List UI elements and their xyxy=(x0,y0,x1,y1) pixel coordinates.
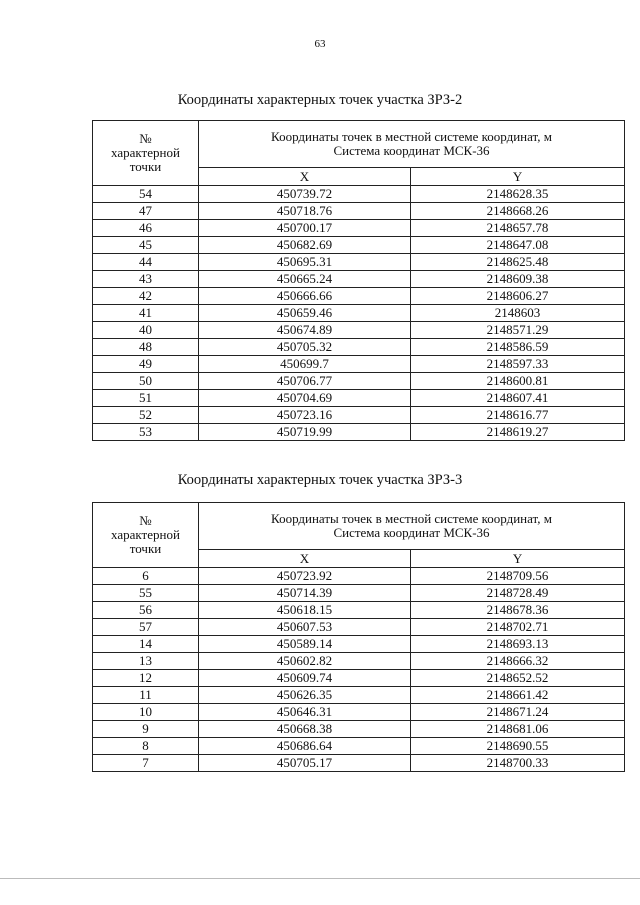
y-coordinate-cell: 2148586.59 xyxy=(411,339,625,356)
y-coordinate-cell: 2148657.78 xyxy=(411,220,625,237)
table-row xyxy=(93,687,625,704)
point-number-cell: 43 xyxy=(93,271,199,288)
x-coordinate-cell: 450686.64 xyxy=(199,738,411,755)
y-coordinate-cell: 2148606.27 xyxy=(411,288,625,305)
x-coordinate-cell: 450699.7 xyxy=(199,356,411,373)
x-coordinate-cell: 450609.74 xyxy=(199,670,411,687)
table-row xyxy=(93,738,625,755)
x-coordinate-cell: 450700.17 xyxy=(199,220,411,237)
point-number-cell: 8 xyxy=(93,738,199,755)
x-coordinate-cell: 450714.39 xyxy=(199,585,411,602)
x-coordinate-cell: 450668.38 xyxy=(199,721,411,738)
point-number-cell: 55 xyxy=(93,585,199,602)
table-body xyxy=(93,186,625,441)
table-row xyxy=(93,619,625,636)
point-number-cell: 42 xyxy=(93,288,199,305)
table-row xyxy=(93,602,625,619)
y-coordinate-cell: 2148607.41 xyxy=(411,390,625,407)
x-coordinate-cell: 450589.14 xyxy=(199,636,411,653)
table-row xyxy=(93,373,625,390)
x-coordinate-cell: 450723.92 xyxy=(199,568,411,585)
x-coordinate-cell: 450618.15 xyxy=(199,602,411,619)
point-number-cell: 10 xyxy=(93,704,199,721)
table-row xyxy=(93,220,625,237)
point-header-line: № xyxy=(139,131,152,146)
y-coordinate-cell: 2148671.24 xyxy=(411,704,625,721)
coordinates-table-zrz-2 xyxy=(92,120,625,441)
point-header-line: характерной xyxy=(111,527,180,542)
y-column-header: Y xyxy=(411,168,625,186)
section-title-zrz-2: Координаты характерных точек участка ЗРЗ-2 xyxy=(177,92,463,108)
x-coordinate-cell: 450739.72 xyxy=(199,186,411,203)
table-row xyxy=(93,390,625,407)
y-coordinate-cell: 2148728.49 xyxy=(411,585,625,602)
y-coordinate-cell: 2148661.42 xyxy=(411,687,625,704)
x-coordinate-cell: 450646.31 xyxy=(199,704,411,721)
point-number-cell: 46 xyxy=(93,220,199,237)
table-row xyxy=(93,585,625,602)
point-header-line: № xyxy=(139,513,152,528)
y-coordinate-cell: 2148681.06 xyxy=(411,721,625,738)
point-number-cell: 57 xyxy=(93,619,199,636)
coordinate-system-header xyxy=(199,121,625,168)
point-number-cell: 13 xyxy=(93,653,199,670)
point-number-cell: 14 xyxy=(93,636,199,653)
x-column-header: X xyxy=(199,168,411,186)
table-row xyxy=(93,237,625,254)
coordinates-table-zrz-3 xyxy=(92,502,625,772)
point-number-cell: 12 xyxy=(93,670,199,687)
y-coordinate-cell: 2148619.27 xyxy=(411,424,625,441)
table-row xyxy=(93,568,625,585)
point-number-cell: 53 xyxy=(93,424,199,441)
table-row xyxy=(93,305,625,322)
point-number-cell: 7 xyxy=(93,755,199,772)
y-coordinate-cell: 2148652.52 xyxy=(411,670,625,687)
table-row xyxy=(93,704,625,721)
table-row xyxy=(93,653,625,670)
system-header-line: Система координат МСК-36 xyxy=(333,143,490,159)
point-number-cell: 47 xyxy=(93,203,199,220)
table-row xyxy=(93,339,625,356)
system-header-line: Координаты точек в местной системе координат, м xyxy=(271,129,552,145)
y-coordinate-cell: 2148625.48 xyxy=(411,254,625,271)
table-body xyxy=(93,568,625,772)
point-number-cell: 44 xyxy=(93,254,199,271)
point-number-cell: 50 xyxy=(93,373,199,390)
page-bottom-rule xyxy=(0,878,640,879)
y-column-header: Y xyxy=(411,550,625,568)
x-coordinate-cell: 450674.89 xyxy=(199,322,411,339)
point-number-cell: 9 xyxy=(93,721,199,738)
x-coordinate-cell: 450723.16 xyxy=(199,407,411,424)
x-coordinate-cell: 450706.77 xyxy=(199,373,411,390)
table-row xyxy=(93,288,625,305)
point-number-header xyxy=(93,503,199,568)
point-number-cell: 51 xyxy=(93,390,199,407)
point-header-line: характерной xyxy=(111,145,180,160)
point-number-cell: 11 xyxy=(93,687,199,704)
y-coordinate-cell: 2148628.35 xyxy=(411,186,625,203)
table-row xyxy=(93,186,625,203)
x-coordinate-cell: 450719.99 xyxy=(199,424,411,441)
table-row xyxy=(93,670,625,687)
x-coordinate-cell: 450705.32 xyxy=(199,339,411,356)
x-coordinate-cell: 450607.53 xyxy=(199,619,411,636)
y-coordinate-cell: 2148616.77 xyxy=(411,407,625,424)
y-coordinate-cell: 2148571.29 xyxy=(411,322,625,339)
x-coordinate-cell: 450665.24 xyxy=(199,271,411,288)
x-coordinate-cell: 450659.46 xyxy=(199,305,411,322)
point-header-line: точки xyxy=(129,159,162,174)
y-coordinate-cell: 2148597.33 xyxy=(411,356,625,373)
y-coordinate-cell: 2148647.08 xyxy=(411,237,625,254)
point-number-cell: 6 xyxy=(93,568,199,585)
table-row xyxy=(93,755,625,772)
table-row xyxy=(93,356,625,373)
y-coordinate-cell: 2148668.26 xyxy=(411,203,625,220)
table-row xyxy=(93,271,625,288)
y-coordinate-cell: 2148690.55 xyxy=(411,738,625,755)
system-header-line: Система координат МСК-36 xyxy=(333,525,490,541)
table-row xyxy=(93,322,625,339)
x-coordinate-cell: 450704.69 xyxy=(199,390,411,407)
coordinate-system-header xyxy=(199,503,625,550)
x-coordinate-cell: 450718.76 xyxy=(199,203,411,220)
x-column-header: X xyxy=(199,550,411,568)
y-coordinate-cell: 2148709.56 xyxy=(411,568,625,585)
x-coordinate-cell: 450695.31 xyxy=(199,254,411,271)
y-coordinate-cell: 2148678.36 xyxy=(411,602,625,619)
y-coordinate-cell: 2148693.13 xyxy=(411,636,625,653)
page-number: 63 xyxy=(314,38,326,50)
x-coordinate-cell: 450666.66 xyxy=(199,288,411,305)
point-number-cell: 56 xyxy=(93,602,199,619)
table-row xyxy=(93,721,625,738)
table-row xyxy=(93,424,625,441)
y-coordinate-cell: 2148609.38 xyxy=(411,271,625,288)
table-row xyxy=(93,254,625,271)
y-coordinate-cell: 2148603 xyxy=(411,305,625,322)
x-coordinate-cell: 450682.69 xyxy=(199,237,411,254)
point-number-cell: 41 xyxy=(93,305,199,322)
point-number-cell: 40 xyxy=(93,322,199,339)
point-header-line: точки xyxy=(129,541,162,556)
point-number-cell: 52 xyxy=(93,407,199,424)
point-number-cell: 49 xyxy=(93,356,199,373)
point-number-cell: 45 xyxy=(93,237,199,254)
y-coordinate-cell: 2148702.71 xyxy=(411,619,625,636)
y-coordinate-cell: 2148666.32 xyxy=(411,653,625,670)
x-coordinate-cell: 450626.35 xyxy=(199,687,411,704)
table-row xyxy=(93,636,625,653)
point-number-cell: 48 xyxy=(93,339,199,356)
point-number-cell: 54 xyxy=(93,186,199,203)
x-coordinate-cell: 450705.17 xyxy=(199,755,411,772)
x-coordinate-cell: 450602.82 xyxy=(199,653,411,670)
table-row xyxy=(93,203,625,220)
y-coordinate-cell: 2148700.33 xyxy=(411,755,625,772)
y-coordinate-cell: 2148600.81 xyxy=(411,373,625,390)
table-row xyxy=(93,407,625,424)
section-title-zrz-3: Координаты характерных точек участка ЗРЗ-3 xyxy=(177,472,463,488)
point-number-header xyxy=(93,121,199,186)
system-header-line: Координаты точек в местной системе координат, м xyxy=(271,511,552,527)
